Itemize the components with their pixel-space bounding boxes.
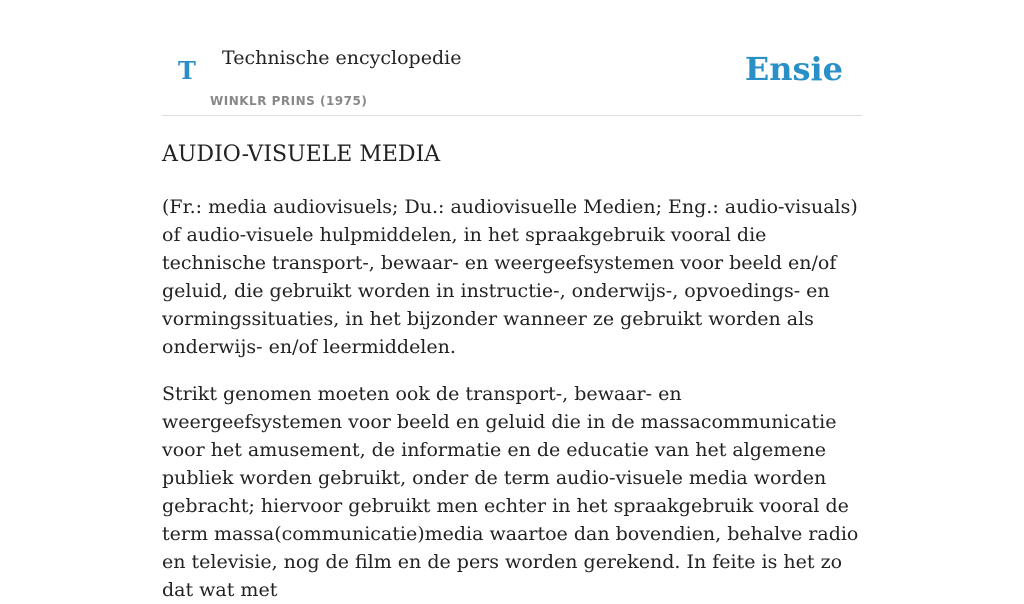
page bbox=[162, 0, 862, 604]
source-logo[interactable]: T bbox=[178, 56, 196, 85]
brand-logo[interactable]: Ensie bbox=[744, 50, 843, 88]
article-paragraph: (Fr.: media audiovisuels; Du.: audiovisuelle Medien; Eng.: audio-visuals) of audio-visuele hulpmiddelen, in het spraakgebruik vooral die technische transport-, bewaar- en weergeefsystemen voor beeld en/of geluid, die gebruikt worden in instructie-, onderwijs-, opvoedings- en vormingssituaties, in het bijzonder wanneer ze gebruikt worden als onderwijs- en/of leermiddelen. bbox=[162, 196, 858, 358]
article-paragraph: Strikt genomen moeten ook de transport-, bewaar- en weergeefsystemen voor beeld en geluid die in de massacommunicatie voor het amusement, de informatie en de educatie van het algemene publiek worden gebruikt, onder de term audio-visuele media worden gebracht; hiervoor gebruikt men echter in het spraakgebruik vooral de term massa(communicatie)media waartoe dan bovendien, behalve radio en televisie, nog de film en de pers worden gerekend. In feite is het zo dat wat met bbox=[162, 383, 859, 601]
source-subtitle: WINKLR PRINS (1975) bbox=[210, 94, 368, 108]
source-header bbox=[162, 0, 862, 116]
source-title-link[interactable]: Technische encyclopedie bbox=[222, 47, 462, 69]
article-title: AUDIO-VISUELE MEDIA bbox=[162, 142, 441, 167]
